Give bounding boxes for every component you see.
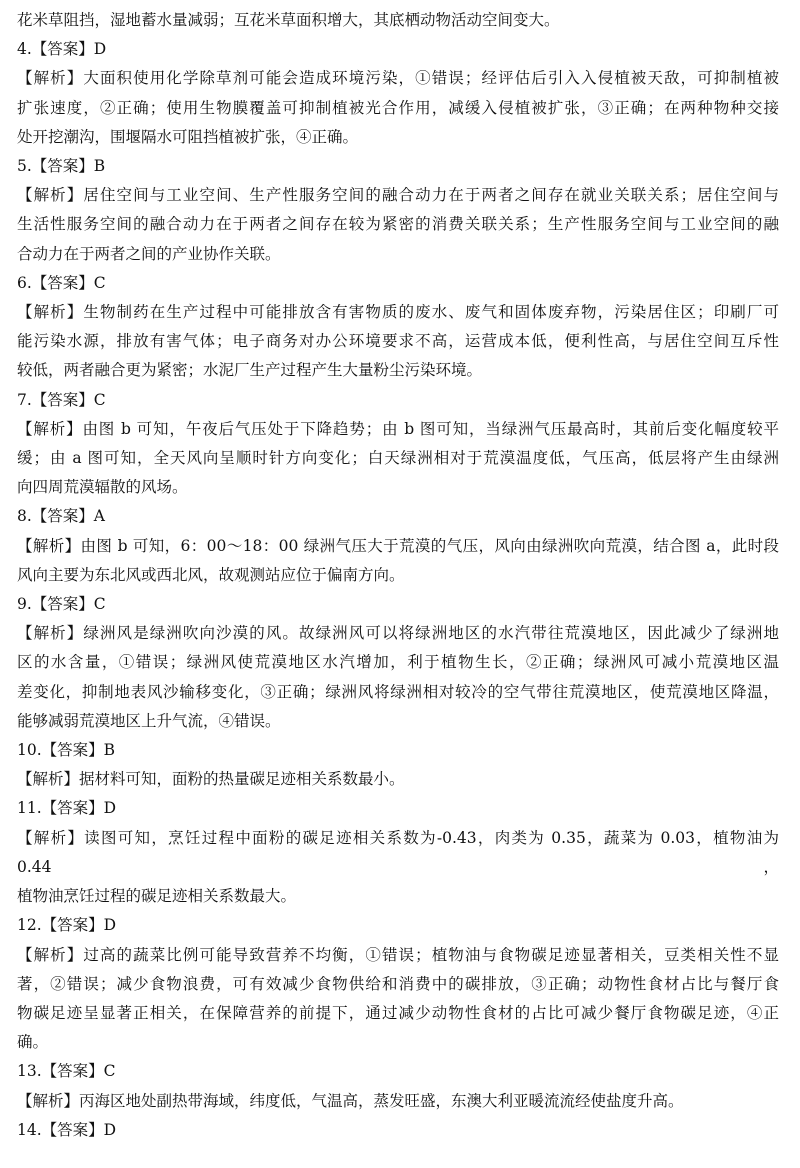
text-line: 处开挖潮沟，围堰隔水可阻挡植被扩张，④正确。 bbox=[17, 127, 359, 146]
text-line: 【解析】丙海区地处副热带海域，纬度低，气温高，蒸发旺盛，东澳大利亚暖流流经使盐度升高。 bbox=[17, 1091, 684, 1110]
text-line: 【解析】生物制药在生产过程中可能排放含有害物质的废水、废气和固体废弃物，污染居住区；印刷厂可 bbox=[17, 303, 779, 322]
text-line: 缓；由 a 图可知，全天风向呈顺时针方向变化；白天绿洲相对于荒漠温度低，气压高，低层将产生由绿洲 bbox=[17, 449, 779, 468]
text-line: 花米草阻挡，湿地蓄水量减弱；互花米草面积增大，其底栖动物活动空间变大。 bbox=[17, 11, 560, 29]
text-line: 确。 bbox=[17, 1033, 49, 1052]
text-line: 5.【答案】B bbox=[17, 157, 106, 176]
text-line: 11.【答案】D bbox=[17, 799, 117, 818]
text-line: 4.【答案】D bbox=[17, 40, 107, 59]
text-line: 10.【答案】B bbox=[17, 741, 116, 760]
text-line: 9.【答案】C bbox=[17, 595, 106, 614]
text-line: 差变化，抑制地表风沙输移变化，③正确；绿洲风将绿洲相对较冷的空气带往荒漠地区，使荒漠地区降温， bbox=[17, 682, 779, 701]
text-line: 【解析】大面积使用化学除草剂可能会造成环境污染，①错误；经评估后引入入侵植被天敌，可抑制植被 bbox=[17, 69, 779, 88]
text-line: 扩张速度，②正确；使用生物膜覆盖可抑制植被光合作用，减缓入侵植被扩张，③正确；在两种物种交接 bbox=[17, 98, 779, 117]
text-line: 14.【答案】D bbox=[17, 1120, 117, 1139]
text-line: 合动力在于两者之间的产业协作关联。 bbox=[17, 244, 281, 263]
text-line: 7.【答案】C bbox=[17, 390, 106, 409]
text-line: 12.【答案】D bbox=[17, 916, 117, 935]
text-line: 【解析】据材料可知，面粉的热量碳足迹相关系数最小。 bbox=[17, 770, 405, 789]
text-line: 风向主要为东北风或西北风，故观测站应位于偏南方向。 bbox=[17, 565, 405, 584]
text-line: 生活性服务空间的融合动力在于两者之间存在较为紧密的消费关联关系；生产性服务空间与工业空间的融 bbox=[17, 215, 779, 234]
text-line: 物碳足迹呈显著正相关，在保障营养的前提下，通过减少动物性食材的占比可减少餐厅食物碳足迹，④正 bbox=[17, 1003, 779, 1022]
text-line: 【解析】过高的蔬菜比例可能导致营养不均衡，①错误；植物油与食物碳足迹显著相关，豆类相关性不显 bbox=[17, 945, 779, 964]
document-page bbox=[17, 6, 787, 1145]
text-line: 【解析】由图 b 可知，午夜后气压处于下降趋势；由 b 图可知，当绿洲气压最高时，其前后变化幅度较平 bbox=[17, 419, 779, 438]
text-line: 较低，两者融合更为紧密；水泥厂生产过程产生大量粉尘污染环境。 bbox=[17, 361, 483, 380]
text-line: 著，②错误；减少食物浪费，可有效减少食物供给和消费中的碳排放，③正确；动物性食材占比与餐厅食 bbox=[17, 974, 779, 993]
text-line: 13.【答案】C bbox=[17, 1062, 116, 1081]
text-line: 【解析】绿洲风是绿洲吹向沙漠的风。故绿洲风可以将绿洲地区的水汽带往荒漠地区，因此减少了绿洲地 bbox=[17, 624, 779, 643]
text-line: 区的水含量，①错误；绿洲风使荒漠地区水汽增加，利于植物生长，②正确；绿洲风可减小荒漠地区温 bbox=[17, 653, 779, 672]
text-line: 植物油烹饪过程的碳足迹相关系数最大。 bbox=[17, 887, 297, 906]
text-line: 能够减弱荒漠地区上升气流，④错误。 bbox=[17, 711, 281, 730]
text-line: 8.【答案】A bbox=[17, 507, 105, 526]
text-line: 【解析】居住空间与工业空间、生产性服务空间的融合动力在于两者之间存在就业关联关系；居住空间与 bbox=[17, 186, 779, 205]
text-line: 【解析】读图可知，烹饪过程中面粉的碳足迹相关系数为-0.43，肉类为 0.35，蔬菜为 0.03，植物油为 0.44， bbox=[17, 828, 779, 876]
text-line: 向四周荒漠辐散的风场。 bbox=[17, 478, 188, 497]
text-line: 【解析】由图 b 可知，6：00～18：00 绿洲气压大于荒漠的气压，风向由绿洲吹向荒漠，结合图 a，此时段 bbox=[17, 536, 779, 555]
text-line: 6.【答案】C bbox=[17, 273, 106, 292]
text-line: 能污染水源，排放有害气体；电子商务对办公环境要求不高，运营成本低，便利性高，与居住空间互斥性 bbox=[17, 332, 779, 351]
